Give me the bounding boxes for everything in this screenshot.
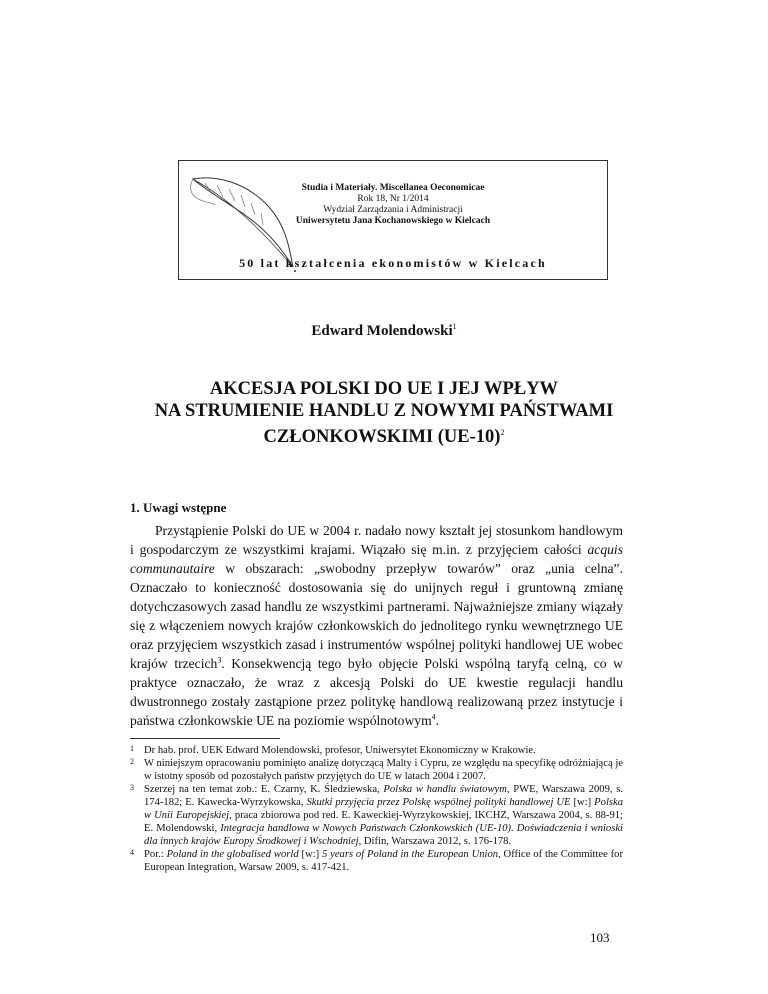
footnote-number: 3 — [130, 783, 134, 792]
footnote-text: praca zbiorowa pod red. E. Kaweckiej-Wyrzykowskiej, IKCHZ, Warszawa 2004, s. 88-91; E. Molendowski, — [144, 810, 623, 834]
footnote-text: Por.: — [144, 849, 167, 860]
article-title — [130, 378, 638, 448]
title-line-3 — [130, 422, 638, 448]
article-author — [0, 322, 768, 340]
footnote-text: Szerzej na ten temat zob.: E. Czarny, K. Śledziewska, — [144, 784, 384, 795]
title-line-2: NA STRUMIENIE HANDLU Z NOWYMI PAŃSTWAMI — [154, 401, 614, 421]
paragraph-text-2: w obszarach: „swobodny przepływ towarów” oraz „unia celna”. Oznaczało to konieczność dostosowania się do unijnych reguł i gruntowną zmianę dotychczasowych zasad handlu ze wszystkimi partnerami. Najważniejsze zmiany wiązały się z włączeniem nowych krajów członkowskich do jednolitego rynku wewnętrznego UE oraz przyjęciem wszystkich zasad i instrumentów wspólnej polityki handlowej UE wobec krajów trzecich — [130, 561, 623, 671]
footnote-text: , PWE, Warszawa 2009, s. 174-182; E. Kawecka-Wyrzykowska, — [144, 784, 623, 808]
body-paragraph — [130, 521, 623, 730]
title-footnote-ref[interactable]: 2 — [500, 428, 505, 437]
footnote-italic: Integracja handlowa w Nowych Państwach Członkowskich (UE-10). Doświadczenia i wnioski dla innych krajów Europy Środkowej i Wschodniej, — [144, 823, 623, 847]
footnote-italic: Skutki przyjęcia przez Polskę wspólnej polityki handlowej UE — [306, 797, 571, 808]
footnote-italic: Polska w Unii Europejskiej, — [144, 797, 624, 821]
footnote-ref-3[interactable]: 3 — [217, 655, 222, 665]
footnote-1 — [130, 744, 623, 757]
paragraph-text-3: . Konsekwencją tego było objęcie Polski wspólną taryfą celną, co w praktyce oznaczało, że wraz z akcesją Polski do UE kwestie regulacji handlu dwustronnego zostały zastąpione przez politykę handlową realizowaną przez instytucje i państwa członkowskie UE na poziomie wspólnotowym — [130, 656, 623, 728]
journal-issue: Rok 18, Nr 1/2014 — [357, 194, 429, 204]
paragraph-text-1: Przystąpienie Polski do UE w 2004 r. nadało nowy kształt jej stosunkom handlowym i gospodarczym ze wszystkimi krajami. Wiązało się m.in. z przyjęciem całości — [130, 523, 623, 557]
footnote-text: [w:] — [298, 849, 322, 860]
journal-university: Uniwersytetu Jana Kochanowskiego w Kielcach — [295, 216, 491, 226]
footnote-text: [w:] — [570, 797, 595, 808]
title-line-1: AKCESJA POLSKI DO UE I JEJ WPŁYW — [209, 379, 559, 399]
footnote-3 — [130, 783, 623, 848]
paragraph-italic-term: acquis communautaire — [130, 542, 623, 576]
author-name: Edward Molendowski — [311, 323, 453, 339]
footnote-text: Difin, Warszawa 2012, s. 176-178. — [361, 836, 512, 847]
page-number: 103 — [590, 930, 610, 945]
footnote-text: W niniejszym opracowaniu pominięto analizę dotyczącą Malty i Cypru, ze względu na specyfikę odróżniającą je w istotny sposób od pozostałych państw przyjętych do UE w latach 2004 i 2007. — [144, 758, 623, 782]
footnote-text: Dr hab. prof. UEK Edward Molendowski, profesor, Uniwersytet Ekonomiczny w Krakowie. — [144, 745, 536, 756]
footnote-italic: Poland in the globalised world — [166, 849, 299, 860]
footnote-number: 2 — [130, 757, 134, 766]
footnote-divider — [130, 738, 280, 739]
journal-info — [179, 183, 607, 227]
footnote-ref-4[interactable]: 4 — [431, 712, 436, 722]
journal-tagline: 50 lat kształcenia ekonomistów w Kielcach — [239, 256, 547, 270]
footnote-text: , Office of the Committee for European Integration, Warsaw 2009, s. 417-421. — [144, 849, 624, 873]
author-footnote-ref[interactable]: 1 — [452, 322, 457, 331]
footnote-italic: Polska w handlu światowym — [383, 784, 507, 795]
journal-header-box — [178, 160, 608, 280]
footnote-number: 1 — [130, 744, 134, 753]
footnote-number: 4 — [130, 848, 134, 857]
section-heading: 1. Uwagi wstępne — [130, 500, 227, 515]
title-line-3-text: CZŁONKOWSKIMI (UE-10) — [263, 427, 501, 448]
journal-faculty: Wydział Zarządzania i Administracji — [323, 205, 463, 215]
footnote-2 — [130, 757, 623, 783]
footnote-4 — [130, 848, 623, 874]
footnote-italic: 5 years of Poland in the European Union — [321, 849, 499, 860]
footnotes — [130, 744, 623, 874]
paragraph-text-4: . — [435, 713, 440, 728]
journal-title: Studia i Materiały. Miscellanea Oeconomicae — [301, 183, 485, 193]
